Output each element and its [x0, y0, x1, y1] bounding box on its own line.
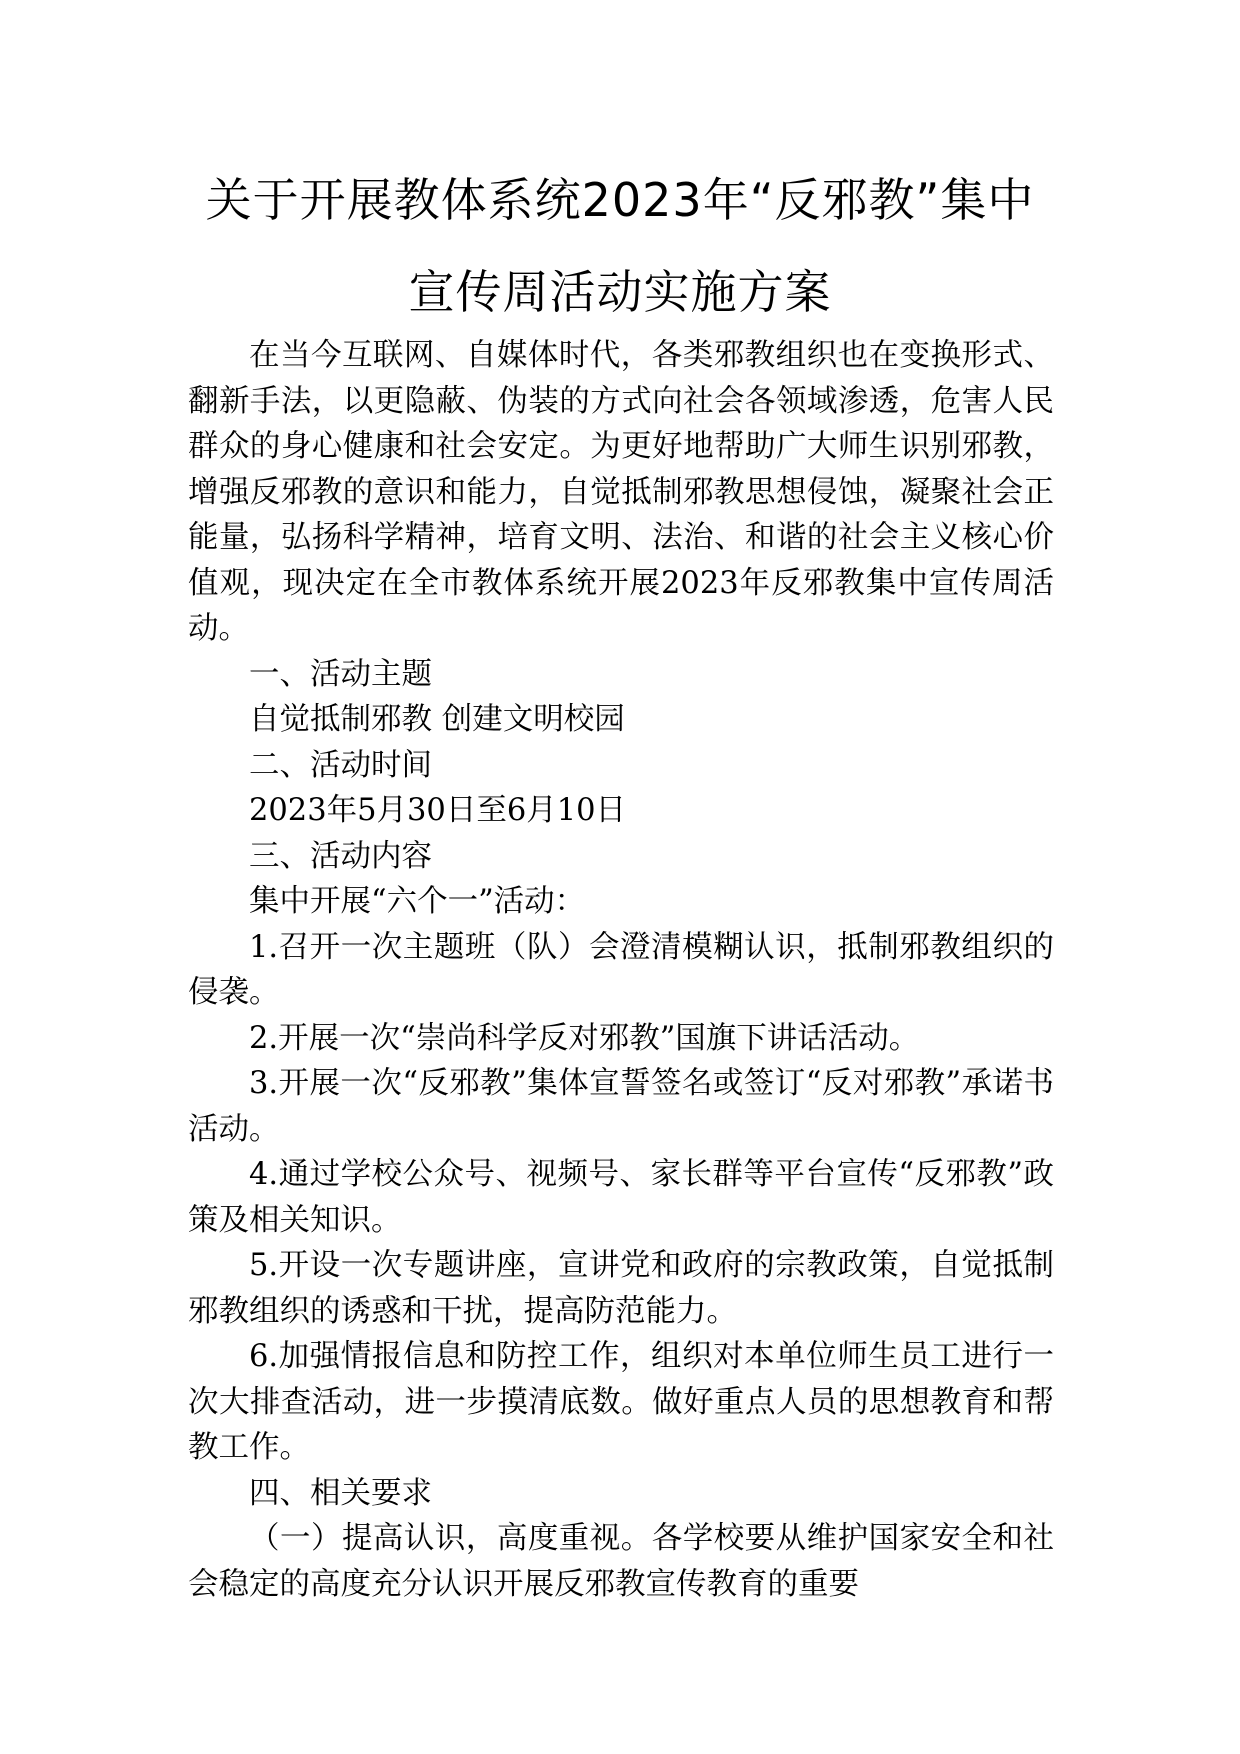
section-heading-requirements: 四、相关要求: [249, 1475, 432, 1511]
content-intro: 集中开展“六个一”活动：: [249, 884, 586, 919]
theme-text: 自觉抵制邪教 创建文明校园: [249, 702, 625, 737]
content-item-1: 1.召开一次主题班（队）会澄清模糊认识，抵制邪教组织的侵袭。: [188, 929, 1054, 1010]
document-title-line-1: 关于开展教体系统2023年“反邪教”集中: [205, 173, 1035, 227]
content-item-6: 6.加强情报信息和防控工作，组织对本单位师生员工进行一次大排查活动，进一步摸清底数。做好重点人员的思想教育和帮教工作。: [188, 1339, 1054, 1465]
intro-paragraph: 在当今互联网、自媒体时代，各类邪教组织也在变换形式、翻新手法，以更隐蔽、伪装的方式向社会各领域渗透，危害人民群众的身心健康和社会安定。为更好地帮助广大师生识别邪教，增强反邪教的意识和能力，自觉抵制邪教思想侵蚀，凝聚社会正能量，弘扬科学精神，培育文明、法治、和谐的社会主义核心价值观，现决定在全市教体系统开展2023年反邪教集中宣传周活动。: [188, 338, 1054, 646]
content-item-5: 5.开设一次专题讲座，宣讲党和政府的宗教政策，自觉抵制邪教组织的诱惑和干扰，提高防范能力。: [188, 1248, 1054, 1329]
document-body: [188, 333, 1054, 1607]
content-item-4: 4.通过学校公众号、视频号、家长群等平台宣传“反邪教”政策及相关知识。: [188, 1157, 1054, 1238]
section-heading-content: 三、活动内容: [249, 838, 432, 874]
section-heading-time: 二、活动时间: [249, 747, 432, 783]
content-item-2: 2.开展一次“崇尚科学反对邪教”国旗下讲话活动。: [249, 1020, 920, 1056]
section-heading-theme: 一、活动主题: [249, 656, 432, 692]
time-text: 2023年5月30日至6月10日: [249, 793, 627, 828]
content-item-3: 3.开展一次“反邪教”集体宣誓签名或签订“反对邪教”承诺书活动。: [188, 1066, 1054, 1147]
requirement-item-1: （一）提高认识，高度重视。各学校要从维护国家安全和社会稳定的高度充分认识开展反邪教宣传教育的重要: [188, 1521, 1054, 1602]
document-title-line-2: 宣传周活动实施方案: [408, 265, 832, 319]
